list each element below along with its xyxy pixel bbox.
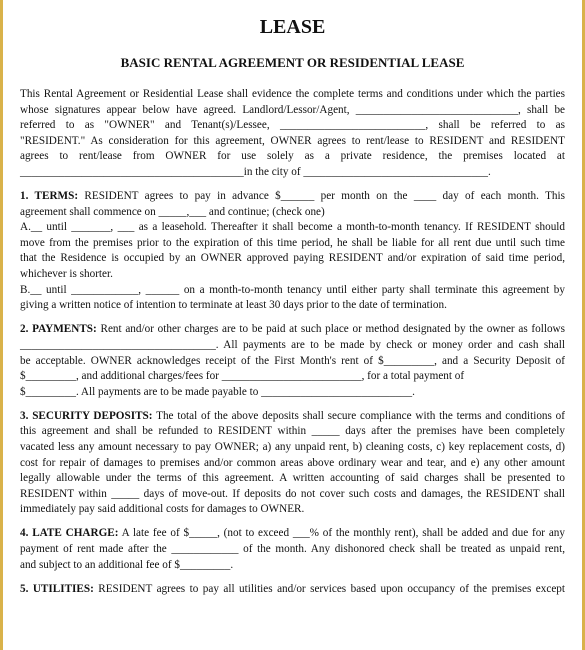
section-line: $_________, and additional charges/fees for _________________________, for a total payment of	[20, 370, 465, 383]
section-line: $_________. All payments are to be made payable to ___________________________.	[20, 385, 415, 398]
section-line: ___________________________________. All payments are to be made by check or money order and cash shall	[20, 338, 565, 351]
section-line: this agreement and shall be refunded to RESIDENT within _____ days after the premises have been completely	[20, 425, 565, 438]
section-line: legally allowable under the terms of this agreement. A written accounting of said charges shall be presented to	[20, 472, 565, 485]
section-line: giving a written notice of intention to terminate at least 30 days prior to the date of termination.	[20, 299, 447, 312]
intro-line: whose signatures appear below have agreed. Landlord/Lessor/Agent, _____________________________, shall be	[20, 103, 565, 116]
section-line: agreement shall commence on _____,___ and continue; (check one)	[20, 205, 325, 218]
section-line: be acceptable. OWNER acknowledges receipt of the First Month's rent of $_________, and a Security Deposit of	[20, 354, 565, 367]
section-line: immediately pay said additional costs for damages to OWNER.	[20, 503, 305, 516]
intro-line: ________________________________________in the city of _________________________________.	[20, 165, 491, 178]
section-line: RESIDENT within _____ days of move-out. If deposits do not cover such costs and damages, the RESIDENT shall	[20, 487, 565, 500]
section-heading: 2. PAYMENTS:	[20, 323, 97, 336]
document-subtitle: BASIC RENTAL AGREEMENT OR RESIDENTIAL LEASE	[120, 55, 465, 70]
section-late-charge	[20, 526, 565, 573]
section-utilities	[20, 582, 565, 598]
section-line: vacated less any amount necessary to pay OWNER; a) any unpaid rent, b) cleaning costs, c) key replacement costs, d)	[20, 440, 565, 453]
section-line: A.__ until _______, ___ as a leasehold. Thereafter it shall become a month-to-month tenancy. If RESIDENT should	[20, 221, 565, 234]
section-line: move from the premises prior to the expiration of this time period, he shall be liable for all rent due until such time	[20, 236, 565, 249]
intro-line: referred to as "OWNER" and Tenant(s)/Lessee, __________________________, shall be referred to as	[20, 119, 565, 132]
section-line: 4. LATE CHARGE: A late fee of $_____, (not to exceed ___% of the monthly rent), shall be added and due for any	[20, 527, 565, 540]
section-security-deposits	[20, 409, 565, 518]
section-heading: 1. TERMS:	[20, 190, 79, 203]
section-line: 1. TERMS: RESIDENT agrees to pay in advance $______ per month on the ____ day of each month. This	[20, 190, 565, 203]
section-line: 5. UTILITIES: RESIDENT agrees to pay all utilities and/or services based upon occupancy of the premises except	[20, 582, 565, 595]
section-line: whichever is shorter.	[20, 268, 113, 281]
section-line: that the Residence is occupied by an OWNER approved paying RESIDENT and/or expiration of said time period,	[20, 252, 565, 265]
section-line: payment of rent made after the ____________ of the month. Any dishonored check shall be treated as unpaid rent,	[20, 543, 565, 556]
section-heading: 5. UTILITIES:	[20, 582, 94, 595]
intro-line: agrees to rent/lease from OWNER for use solely as a private residence, the premises located at	[20, 150, 565, 163]
intro-line: This Rental Agreement or Residential Lease shall evidence the complete terms and conditions under which the parties	[20, 88, 565, 100]
section-heading: 3. SECURITY DEPOSITS:	[20, 409, 153, 422]
document-title: LEASE	[259, 16, 326, 38]
section-line: 3. SECURITY DEPOSITS: The total of the above deposits shall secure compliance with the terms and conditions of	[20, 409, 566, 422]
section-line: cost for repair of damages to premises and/or common areas above ordinary wear and tear, and e) any other amount	[20, 456, 565, 469]
section-line: B.__ until ____________, ______ on a month-to-month tenancy until either party shall terminate this agreement by	[20, 283, 565, 296]
section-line: 2. PAYMENTS: Rent and/or other charges are to be paid at such place or method designated by the owner as follows	[20, 323, 565, 336]
intro-paragraph	[20, 87, 565, 181]
lease-document	[20, 16, 565, 597]
section-line: and subject to an additional fee of $_________.	[20, 558, 234, 571]
section-heading: 4. LATE CHARGE:	[20, 527, 119, 540]
section-payments	[20, 322, 565, 400]
intro-line: "RESIDENT." As consideration for this agreement, OWNER agrees to rent/lease to RESIDENT and RESIDENT	[20, 134, 565, 147]
section-terms	[20, 189, 565, 314]
